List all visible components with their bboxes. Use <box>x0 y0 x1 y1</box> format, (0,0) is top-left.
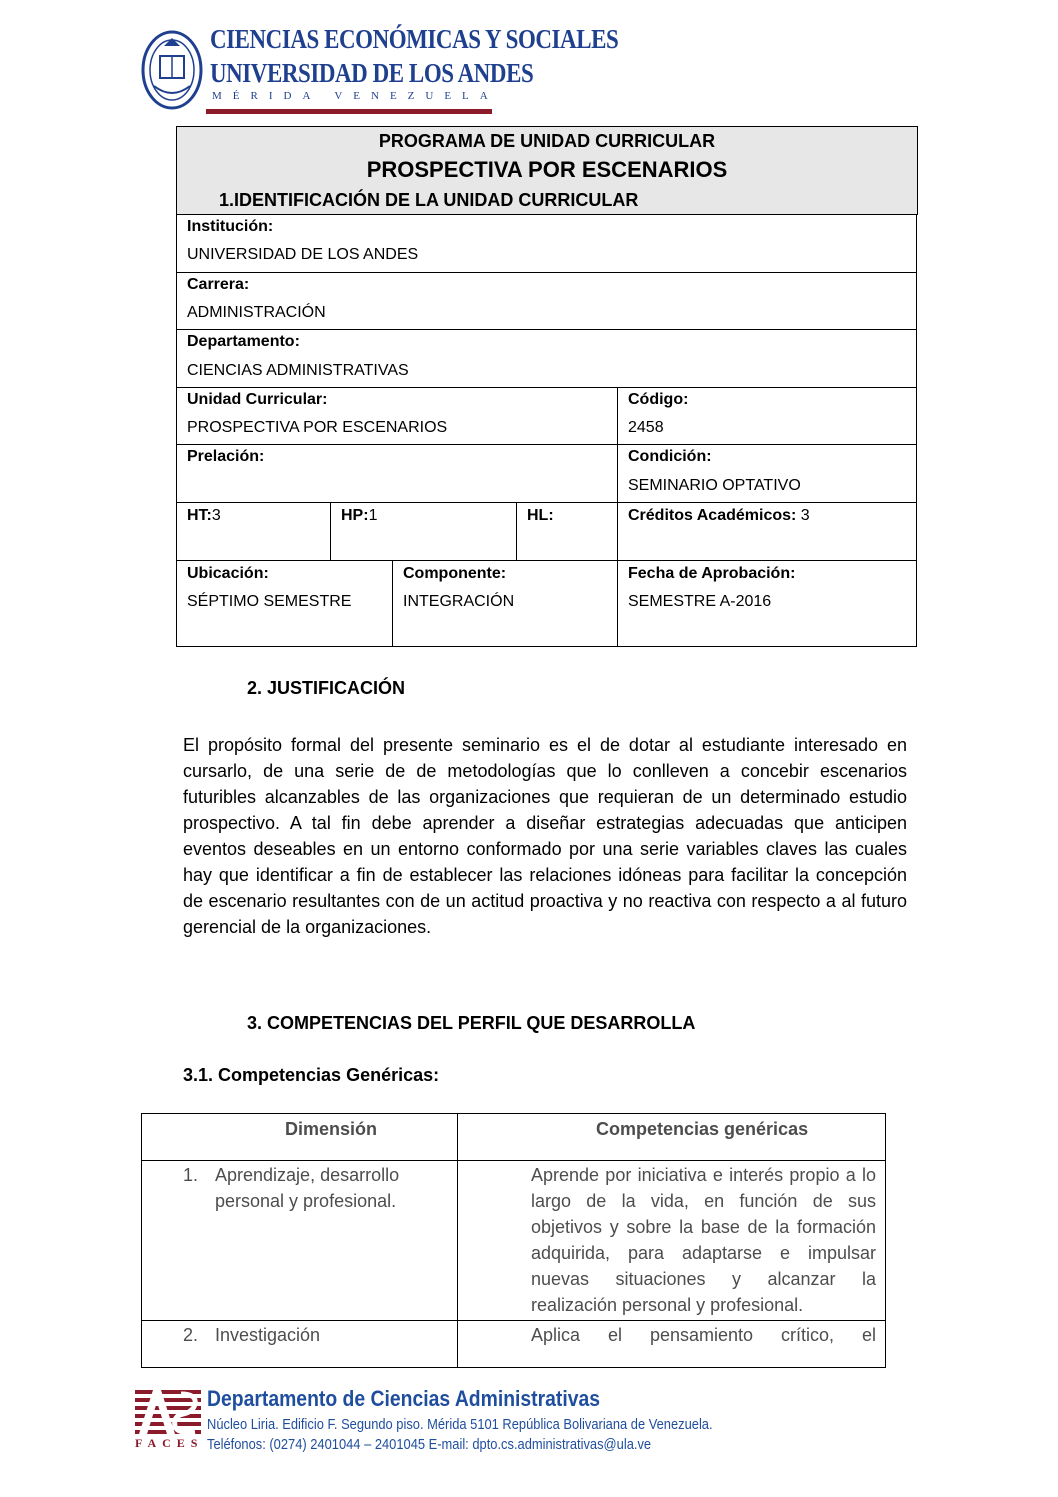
section-3-1-heading: 3.1. Competencias Genéricas: <box>183 1065 440 1085</box>
fecha-value: SEMESTRE A-2016 <box>628 593 772 610</box>
program-title: PROGRAMA DE UNIDAD CURRICULAR <box>378 131 716 151</box>
unidad-label: Unidad Curricular: <box>187 391 328 408</box>
section-2-heading: 2. JUSTIFICACIÓN <box>247 678 406 698</box>
cell-ubicacion <box>176 560 393 647</box>
hp-label: HP: <box>341 507 369 524</box>
footer-department-name: Departamento de Ciencias Administrativas <box>207 1386 601 1411</box>
carrera-value: ADMINISTRACIÓN <box>187 304 326 321</box>
row-number: 1. <box>183 1165 199 1185</box>
cell-fecha-aprobacion <box>617 560 917 647</box>
header-university-name: UNIVERSIDAD DE LOS ANDES <box>210 58 534 88</box>
competencia-cell: Aplica el pensamiento crítico, el <box>531 1325 876 1345</box>
cell-componente <box>392 560 618 647</box>
hp-value: 1 <box>368 507 378 524</box>
header-location: MÉRIDA VENEZUELA <box>212 90 499 102</box>
row-number: 2. <box>183 1325 199 1345</box>
row-carrera <box>176 272 917 330</box>
university-header-logo <box>140 24 619 116</box>
row-institucion <box>176 214 917 273</box>
dimension-cell: Investigación <box>215 1325 321 1345</box>
title-block <box>176 126 918 215</box>
row-departamento <box>176 329 917 388</box>
faces-wordmark: FACES <box>135 1436 204 1450</box>
carrera-label: Carrera: <box>187 276 250 293</box>
faces-logo-icon <box>135 1390 201 1434</box>
col-dimension-header: Dimensión <box>285 1119 378 1139</box>
cell-codigo <box>617 387 917 445</box>
departamento-label: Departamento: <box>187 333 300 350</box>
department-footer <box>135 1386 735 1456</box>
university-crest-icon <box>140 26 204 112</box>
table-row <box>141 1320 458 1368</box>
hl-label: HL: <box>527 507 554 524</box>
cell-ht <box>176 502 331 561</box>
departamento-value: CIENCIAS ADMINISTRATIVAS <box>187 362 409 379</box>
cell-condicion <box>617 444 917 503</box>
table-row <box>457 1160 886 1321</box>
ubicacion-value: SÉPTIMO SEMESTRE <box>187 593 352 610</box>
cell-hl <box>516 502 618 561</box>
condicion-value: SEMINARIO OPTATIVO <box>628 477 801 494</box>
footer-address: Núcleo Liria. Edificio F. Segundo piso. Mérida 5101 República Bolivariana de Venezuela. <box>207 1416 713 1433</box>
header-faculty-name: CIENCIAS ECONÓMICAS Y SOCIALES <box>210 24 619 54</box>
section-1-heading: 1.IDENTIFICACIÓN DE LA UNIDAD CURRICULAR <box>219 190 639 210</box>
condicion-label: Condición: <box>628 448 712 465</box>
table-row <box>457 1320 886 1368</box>
table-header-competencias <box>457 1113 886 1161</box>
competencia-cell: Aprende por iniciativa e interés propio a lo largo de la vida, en función de sus objetivos y sobre la base de la formación adquirida, para adaptarse e impulsar nuevas situaciones y alcanzar la realización personal y profesional. <box>531 1165 876 1315</box>
fecha-label: Fecha de Aprobación: <box>628 565 796 582</box>
prelacion-label: Prelación: <box>187 448 265 465</box>
header-underline <box>206 109 492 114</box>
table-row <box>141 1160 458 1321</box>
institucion-value: UNIVERSIDAD DE LOS ANDES <box>187 246 419 263</box>
cell-unidad-curricular <box>176 387 618 445</box>
componente-label: Componente: <box>403 565 507 582</box>
cell-creditos <box>617 502 917 561</box>
ubicacion-label: Ubicación: <box>187 565 269 582</box>
componente-value: INTEGRACIÓN <box>403 593 515 610</box>
unidad-value: PROSPECTIVA POR ESCENARIOS <box>187 419 448 436</box>
cell-prelacion <box>176 444 618 503</box>
section-3-heading: 3. COMPETENCIAS DEL PERFIL QUE DESARROLLA <box>247 1013 696 1033</box>
course-title: PROSPECTIVA POR ESCENARIOS <box>366 157 728 182</box>
institucion-label: Institución: <box>187 218 274 235</box>
cell-hp <box>330 502 517 561</box>
justificacion-paragraph: El propósito formal del presente seminario es el de dotar al estudiante interesado en cursarlo, de una serie de de metodologías que lo conlleven a concebir escenarios futuribles alcanzables de las organizaciones que requieran de un determinado estudio prospectivo. A tal fin debe aprender a diseñar estrategias adecuadas que anticipen eventos deseables en un entorno conformado por una serie variables claves las cuales hay que identificar a fin de establecer las relaciones idóneas para facilitar la concepción de escenario resultantes con de un actitud proactiva y no reactiva con respecto a al futuro gerencial de la organizaciones. <box>183 735 907 937</box>
creditos-value: 3 <box>796 507 810 524</box>
codigo-value: 2458 <box>628 419 664 436</box>
ht-label: HT: <box>187 507 212 524</box>
ht-value: 3 <box>211 507 221 524</box>
creditos-label: Créditos Académicos: <box>628 507 797 524</box>
footer-contact: Teléfonos: (0274) 2401044 – 2401045 E-mail: dpto.cs.administrativas@ula.ve <box>207 1436 652 1453</box>
table-header-dimension <box>141 1113 458 1161</box>
dimension-cell: Aprendizaje, desarrollo personal y profesional. <box>215 1165 400 1211</box>
codigo-label: Código: <box>628 391 689 408</box>
col-competencias-header: Competencias genéricas <box>596 1119 809 1139</box>
